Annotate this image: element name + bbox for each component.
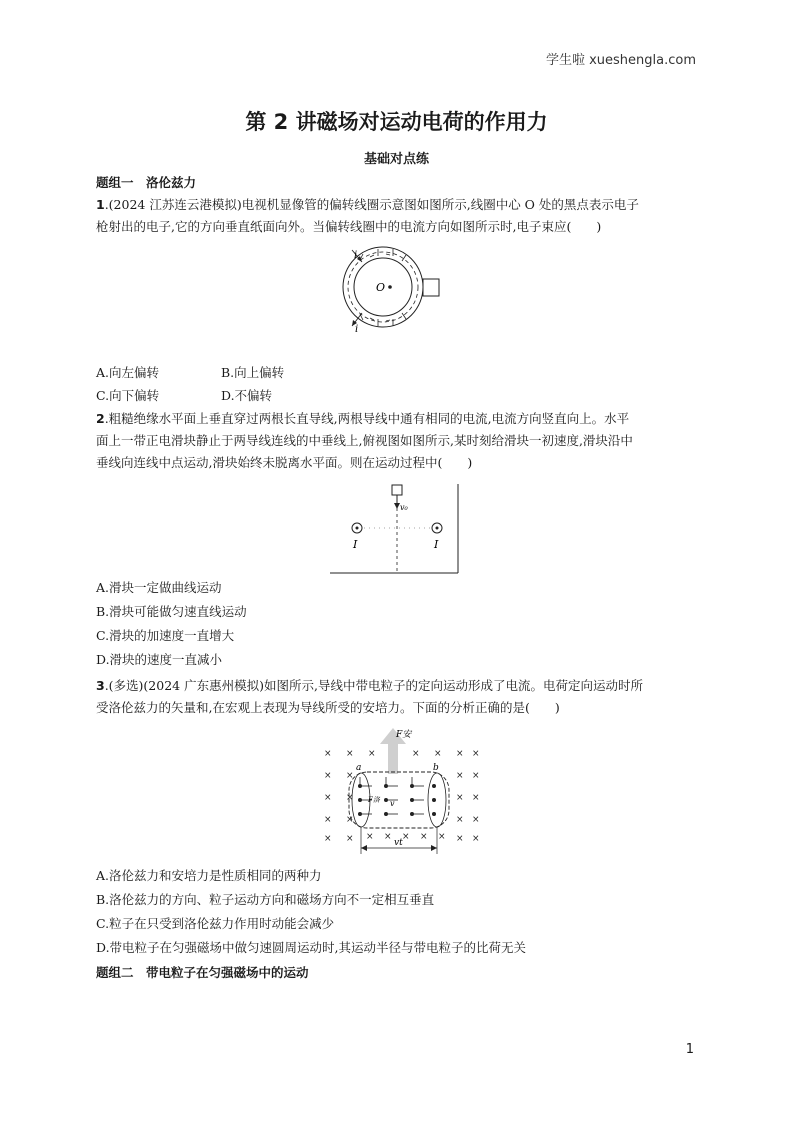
q1-option-b[interactable]: B.向上偏转 <box>221 365 285 380</box>
q2-option-c[interactable]: C.滑块的加速度一直增大 <box>96 628 235 643</box>
field-cross: × <box>346 815 354 825</box>
field-cross: × <box>324 815 332 825</box>
wire-right-dot <box>436 527 439 530</box>
question-1-line-2: 枪射出的电子,它的方向垂直纸面向外。当偏转线圈中的电流方向如图所示时,电子束应( ) <box>96 219 602 234</box>
coil-figure <box>338 244 458 340</box>
field-cross: × <box>324 793 332 803</box>
group-heading-2: 题组二 带电粒子在匀强磁场中的运动 <box>96 965 309 980</box>
field-cross: × <box>402 832 410 842</box>
question-3-line-2: 受洛伦兹力的矢量和,在宏观上表现为导线所受的安培力。下面的分析正确的是( ) <box>96 700 560 715</box>
slider-block <box>392 485 402 495</box>
group-heading-1: 题组一 洛伦兹力 <box>96 175 197 190</box>
question-2-text-1: .粗糙绝缘水平面上垂直穿过两根长直导线,两根导线中通有相同的电流,电流方向竖直向上。水平 <box>104 411 630 426</box>
question-2 <box>96 408 700 474</box>
field-cross: × <box>456 793 464 803</box>
field-cross: × <box>456 834 464 844</box>
field-cross: × <box>368 749 376 759</box>
field-cross: × <box>324 749 332 759</box>
field-cross: × <box>384 832 392 842</box>
field-cross: × <box>366 832 374 842</box>
question-3-line-1 <box>96 675 700 697</box>
field-cross: × <box>412 749 420 759</box>
question-2-number: 2 <box>96 411 105 426</box>
question-2-line-2: 面上一带正电滑块静止于两导线连线的中垂线上,俯视图如图所示,某时刻给滑块一初速度,滑块沿中 <box>96 433 633 448</box>
center-label: O <box>376 281 386 294</box>
conductor-figure <box>316 726 480 856</box>
coil-connector <box>423 279 439 296</box>
q2-option-d[interactable]: D.滑块的速度一直减小 <box>96 652 223 667</box>
q3-option-c[interactable]: C.粒子在只受到洛伦兹力作用时动能会减少 <box>96 916 335 931</box>
field-cross: × <box>324 834 332 844</box>
field-cross: × <box>434 749 442 759</box>
current-label-bottom: i <box>355 324 359 335</box>
question-1-text-1: .(2024 江苏连云港模拟)电视机显像管的偏转线圈示意图如图所示,线圈中心 O 处的黑点表示电子 <box>104 197 639 212</box>
q1-option-c[interactable]: C.向下偏转 <box>96 388 160 403</box>
field-cross: × <box>456 771 464 781</box>
page-title: 第 2 讲磁场对运动电荷的作用力 <box>245 110 548 134</box>
field-cross: × <box>472 749 480 759</box>
q3-option-b[interactable]: B.洛伦兹力的方向、粒子运动方向和磁场方向不一定相互垂直 <box>96 892 435 907</box>
q2-option-a[interactable]: A.滑块一定做曲线运动 <box>96 580 222 595</box>
field-cross: × <box>472 793 480 803</box>
q3-option-a[interactable]: A.洛伦兹力和安培力是性质相同的两种力 <box>96 868 322 883</box>
ampere-force-arrow-shaft <box>388 740 398 774</box>
current-label-top: i <box>354 250 358 261</box>
question-1-line-1 <box>96 194 700 216</box>
label-lorentz-force: F洛 <box>368 796 380 804</box>
field-cross: × <box>438 832 446 842</box>
question-3 <box>96 675 700 719</box>
length-label: vt <box>394 838 403 848</box>
dimension-arrow-left <box>361 845 367 851</box>
question-3-text-1: .(多选)(2024 广东惠州模拟)如图所示,导线中带电粒子的定向运动形成了电流。电荷定向运动时所 <box>104 678 643 693</box>
site-header: 学生啦 xueshengla.com <box>545 53 696 68</box>
q1-option-d[interactable]: D.不偏转 <box>221 388 273 403</box>
label-a: a <box>356 763 362 773</box>
field-cross: × <box>456 815 464 825</box>
label-v: v <box>390 799 395 808</box>
field-cross: × <box>346 771 354 781</box>
question-3-number: 3 <box>96 678 105 693</box>
field-cross: × <box>346 793 354 803</box>
field-cross: × <box>472 815 480 825</box>
section-subtitle: 基础对点练 <box>363 152 429 167</box>
field-cross: × <box>472 834 480 844</box>
wire-left-dot <box>356 527 359 530</box>
electron-dot <box>388 285 392 289</box>
q1-option-a[interactable]: A.向左偏转 <box>96 365 160 380</box>
magnetic-field-crosses <box>324 749 480 844</box>
wire-left-label: I <box>353 538 358 551</box>
label-b: b <box>433 763 439 773</box>
field-cross: × <box>346 834 354 844</box>
wire-right-label: I <box>434 538 439 551</box>
q2-option-b[interactable]: B.滑块可能做匀速直线运动 <box>96 604 247 619</box>
ampere-force-label: F安 <box>396 730 412 740</box>
dimension-arrow-right <box>431 845 437 851</box>
q3-option-d[interactable]: D.带电粒子在匀强磁场中做匀速圆周运动时,其运动半径与带电粒子的比荷无关 <box>96 940 527 955</box>
field-cross: × <box>324 771 332 781</box>
question-2-line-3: 垂线向连线中点运动,滑块始终未脱离水平面。则在运动过程中( ) <box>96 455 473 470</box>
question-2-line-1 <box>96 408 700 430</box>
question-1-number: 1 <box>96 197 105 212</box>
wires-figure <box>330 480 466 576</box>
page-number: 1 <box>685 1042 694 1057</box>
field-cross: × <box>456 749 464 759</box>
field-cross: × <box>472 771 480 781</box>
question-1 <box>96 194 700 238</box>
field-cross: × <box>420 832 428 842</box>
field-cross: × <box>346 749 354 759</box>
cross-section-b <box>428 773 446 827</box>
velocity-label: v₀ <box>400 503 408 512</box>
